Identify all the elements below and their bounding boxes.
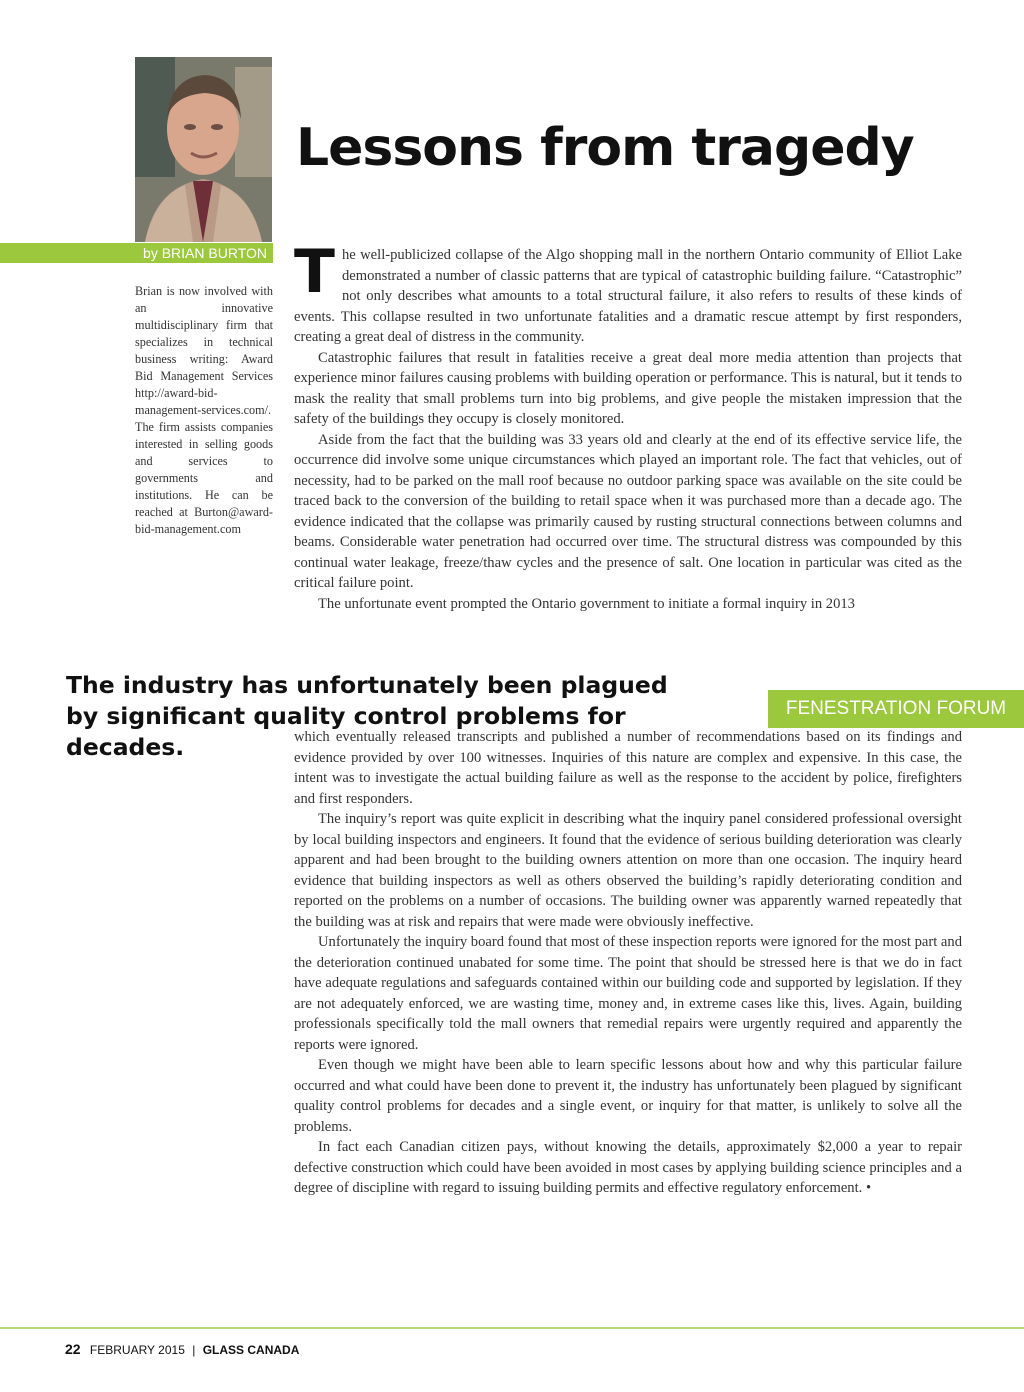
article-paragraph: Catastrophic failures that result in fatalities receive a great deal more media attention than projects that experience minor failures causing problems with building operation or performance. This is natural, but it tends to mask the reality that small problems turn into big problems, and give people the mistaken impression that the safety of the buildings they occupy is closely monitored. [294,349,962,427]
section-label: FENESTRATION FORUM [768,690,1024,728]
issue-date: FEBRUARY 2015 [89,1343,185,1357]
article-body-bottom [294,727,962,1199]
footer-separator: | [192,1343,196,1357]
drop-cap: T [294,237,335,307]
author-byline: by BRIAN BURTON [0,243,273,263]
article-paragraph: which eventually released transcripts and published a number of recommendations based on its findings and evidence provided by over 100 witnesses. Inquiries of this nature are complex and expensive. In this case, the intent was to investigate the actual building failure as well as the response to the accident by police, firefighters and first responders. [294,729,962,807]
article-paragraph: The inquiry’s report was quite explicit in describing what the inquiry panel considered professional oversight by local building inspectors and engineers. It found that the evidence of serious building deterioration was clearly apparent and had been brought to the building owners attention on more than one occasion. The inquiry heard evidence that building inspectors as well as others observed the building’s rapidly deteriorating condition and reported on the problems on a number of occasions. The building owner was apparently warned repeatedly that the building was at risk and repairs that were made were obviously ineffective. [294,811,962,930]
article-paragraph: The unfortunate event prompted the Ontario government to initiate a formal inquiry in 2013 [318,595,855,612]
article-paragraph: In fact each Canadian citizen pays, without knowing the details, approximately $2,000 a year to repair defective construction which could have been avoided in most cases by applying building science principles and a degree of discipline with regard to issuing building permits and effective regulatory enforcement. • [294,1139,962,1196]
article-paragraph: Unfortunately the inquiry board found that most of these inspection reports were ignored for the most part and the deterioration continued unabated for some time. The point that should be stressed here is that we do in fact have adequate regulations and safeguards contained within our building code and supported by legislation. If they are not adequately enforced, we are wasting time, money and, in extreme cases like this, lives. Again, building professionals specifically told the mall owners that remedial repairs were urgently required and apparently the reports were ignored. [294,934,962,1053]
article-paragraph [294,237,962,348]
article-paragraph: Aside from the fact that the building was 33 years old and clearly at the end of its effective service life, the occurrence did involve some unique circumstances which played an important role. The fact that vehicles, out of necessity, had to be parked on the mall roof because no outdoor parking space was available on the site could be traced back to the conversion of the building to retail space when it was purchased more than a decade ago. The evidence indicated that the collapse was primarily caused by rusting structural connections between columns and beams. Considerable water penetration had occurred over time. The structural distress was compounded by this continual water leakage, freeze/thaw cycles and the presence of salt. One location in particular was cited as the critical failure point. [294,431,962,591]
page-number: 22 [65,1341,81,1357]
author-bio: Brian is now involved with an innovative multidisciplinary firm that specializes in technical business writing: Award Bid Management Services http://award-bid-management-services.com/. The firm assists companies interested in selling goods and services to governments and institutions. He can be reached at Burton@award-bid-management.com [135,284,273,536]
article-title: Lessons from tragedy [296,118,914,178]
author-photo [135,57,272,242]
article-paragraph: Even though we might have been able to learn specific lessons about how and why this particular failure occurred and what could have been done to prevent it, the industry has unfortunately been plagued by significant quality control problems for decades and a single event, or inquiry for that matter, is unlikely to solve all the problems. [294,1057,962,1135]
magazine-name: GLASS CANADA [202,1343,300,1357]
footer-divider [0,1327,1024,1329]
article-body-top [294,237,962,614]
page-footer [65,1341,299,1357]
pull-quote: The industry has unfortunately been plagued by significant quality control problems for decades. [66,671,668,761]
author-portrait-illustration [135,57,272,242]
paragraph-text: he well-publicized collapse of the Algo shopping mall in the northern Ontario community of Elliot Lake demonstrated a number of classic patterns that are typical of catastrophic building failure. “Catastrophic” not only describes what amounts to a total structural failure, it also refers to results of these kinds of events. This collapse resulted in two unfortunate fatalities and a dramatic rescue attempt by first responders, creating a great deal of distress in the community. [294,247,962,345]
